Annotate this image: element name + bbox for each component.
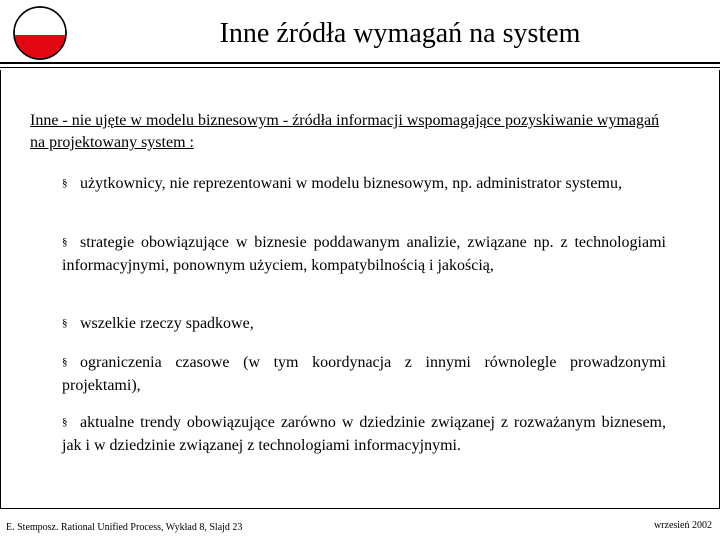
footer-source: E. Stemposz. Rational Unified Process, Wykład 8, Slajd 23 — [6, 522, 243, 533]
bullet-item — [62, 351, 666, 397]
bullet-marker: § — [62, 177, 68, 189]
bullet-marker: § — [62, 317, 68, 329]
footer-date: wrzesień 2002 — [653, 520, 712, 531]
bullet-marker: § — [62, 416, 68, 428]
bullet-text: ograniczenia czasowe (w tym koordynacja z innymi równolegle prowadzonymi projektami), — [62, 354, 666, 394]
bullet-text: aktualne trendy obowiązujące zarówno w dziedzinie związanej z rozważanym biznesem, jak i w dziedzinie związanej z technologiami informacyjnymi. — [62, 414, 666, 454]
bullet-item — [62, 312, 666, 335]
bullet-text: użytkownicy, nie reprezentowani w modelu biznesowym, np. administrator systemu, — [80, 175, 622, 192]
bullet-text: strategie obowiązujące w biznesie poddawanym analizie, związane np. z technologiami informacyjnymi, ponownym użyciem, kompatybilnością i jakością, — [62, 234, 666, 274]
intro-text: Inne - nie ujęte w modelu biznesowym - źródła informacji wspomagające pozyskiwanie wymagań na projektowany system : — [30, 112, 660, 151]
bullet-item — [62, 231, 666, 277]
bullet-item — [62, 172, 666, 195]
bullet-text: wszelkie rzeczy spadkowe, — [80, 315, 254, 332]
bullet-item — [62, 411, 666, 457]
title-rule-thin — [0, 67, 720, 68]
footer-rule — [0, 508, 720, 509]
logo-icon — [12, 5, 68, 61]
bullet-marker: § — [62, 236, 68, 248]
title-rule — [0, 62, 720, 64]
slide-title: Inne źródła wymagań na system — [219, 18, 581, 49]
bullet-marker: § — [62, 356, 68, 368]
